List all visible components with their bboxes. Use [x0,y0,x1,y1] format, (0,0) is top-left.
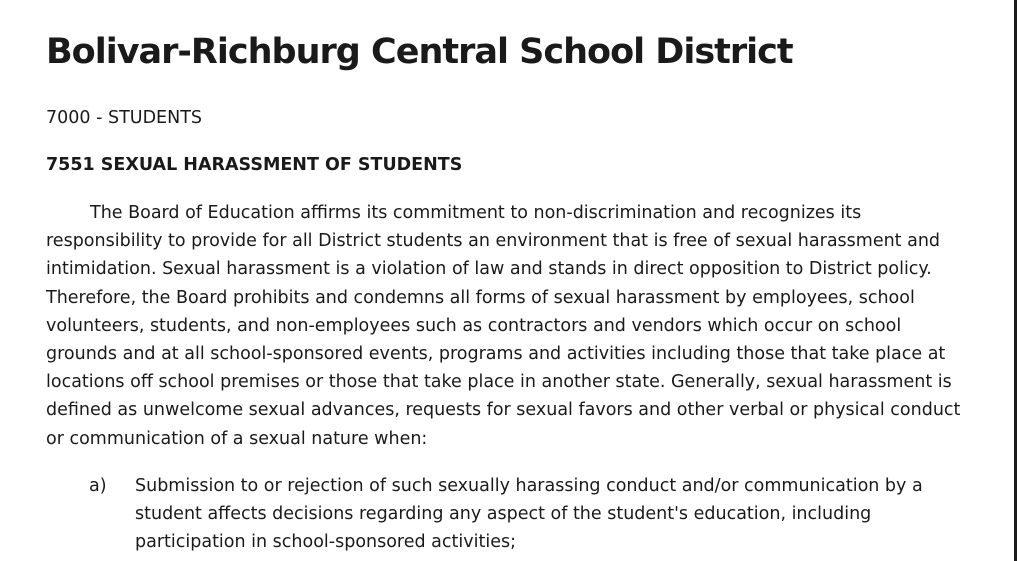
district-title: Bolivar-Richburg Central School District [46,32,793,72]
list-item-marker: a) [89,476,107,496]
policy-series: 7000 - STUDENTS [46,108,203,128]
paragraph-line: volunteers, students, and non-employees such as contractors and vendors which occur on school [46,315,902,336]
paragraph-line: responsibility to provide for all District students an environment that is free of sexual harassment and [46,231,941,252]
paragraph-line: grounds and at all school-sponsored events, programs and activities including those that take place at [46,344,946,365]
list-item-line: Submission to or rejection of such sexually harassing conduct and/or communication by a [135,476,923,496]
list-item-line: student affects decisions regarding any aspect of the student's education, including [135,504,872,525]
paragraph-line: locations off school premises or those that take place in another state. Generally, sexual harassment is [46,372,952,393]
policy-title: 7551 SEXUAL HARASSMENT OF STUDENTS [46,155,463,175]
policy-paragraph [46,199,966,453]
paragraph-line: intimidation. Sexual harassment is a violation of law and stands in direct opposition to District policy. [46,259,932,280]
list-item-line: participation in school-sponsored activities; [135,532,516,553]
paragraph-line: or communication of a sexual nature when: [46,428,428,449]
paragraph-line: defined as unwelcome sexual advances, requests for sexual favors and other verbal or physical conduct [46,400,961,421]
paragraph-line: The Board of Education affirms its commitment to non-discrimination and recognizes its [90,203,862,223]
paragraph-line: Therefore, the Board prohibits and condemns all forms of sexual harassment by employees, school [46,287,915,308]
list-item-text [135,472,965,557]
